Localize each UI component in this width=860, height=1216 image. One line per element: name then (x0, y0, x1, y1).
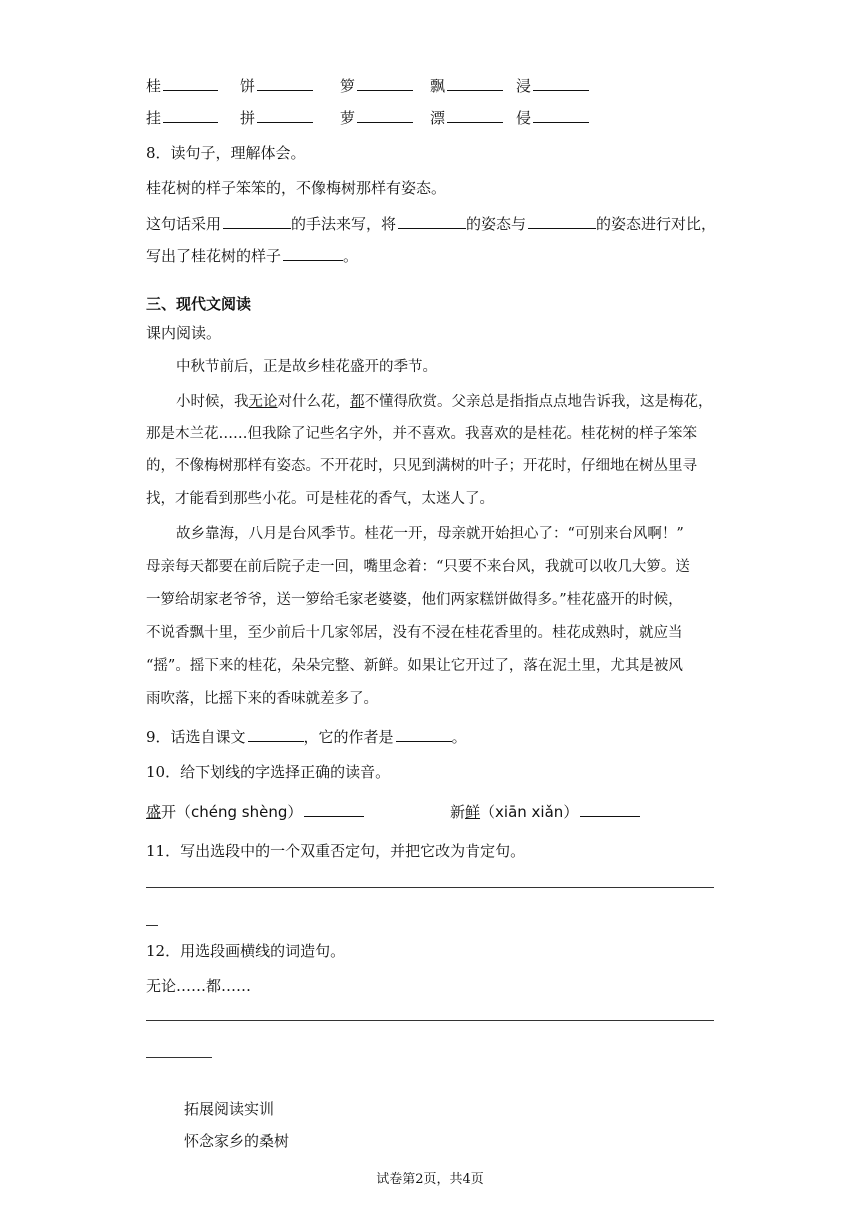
char-item: 萝 (340, 106, 413, 128)
page-footer: 试卷第2页，共4页 (376, 1172, 484, 1187)
char-item: 挂 (146, 106, 218, 128)
underlined-word: 都 (350, 394, 365, 410)
q11-title: 11．写出选段中的一个双重否定句，并把它改为肯定句。 (146, 842, 526, 860)
q10-title: 10．给下划线的字选择正确的读音。 (146, 763, 391, 781)
q12-words: 无论……都…… (146, 977, 252, 995)
passage-line: 找，才能看到那些小花。可是桂花的香气，太迷人了。 (146, 491, 494, 507)
answer-blank[interactable] (398, 212, 466, 229)
section-heading: 三、现代文阅读 (146, 295, 252, 313)
char-item: 漂 (430, 106, 503, 128)
q10-item-2: 新鲜（xiān xiǎn） (450, 800, 640, 822)
char-item: 浸 (516, 74, 589, 96)
passage-line: 雨吹落，比摇下来的香味就差多了。 (146, 691, 378, 707)
char-item: 飘 (430, 74, 503, 96)
answer-line[interactable] (146, 1057, 212, 1058)
answer-blank[interactable] (396, 725, 452, 742)
passage-line: 中秋节前后，正是故乡桂花盛开的季节。 (176, 359, 437, 375)
q8-line1: 这句话采用 的手法来写，将 的姿态与 的姿态进行对比， (146, 212, 716, 234)
answer-line[interactable] (146, 925, 158, 926)
q12-title: 12．用选段画横线的词造句。 (146, 942, 346, 960)
passage-line: “摇”。摇下来的桂花，朵朵完整、新鲜。如果让它开过了，落在泥土里，尤其是被风 (146, 658, 683, 674)
answer-blank[interactable] (283, 244, 343, 261)
answer-line[interactable] (146, 887, 714, 888)
passage-line: 不说香飘十里，至少前后十几家邻居，没有不浸在桂花香里的。桂花成熟时，就应当 (146, 625, 683, 641)
answer-blank[interactable] (223, 212, 291, 229)
underlined-word: 无论 (248, 394, 278, 410)
passage-line: 的，不像梅树那样有姿态。不开花时，只见到满树的叶子；开花时，仔细地在树丛里寻 (146, 458, 697, 474)
passage-line: 小时候，我无论对什么花，都不懂得欣赏。父亲总是指指点点地告诉我，这是梅花， (176, 394, 713, 410)
answer-blank[interactable] (580, 800, 640, 817)
char-item: 桂 (146, 74, 218, 96)
q10-item-1: 盛开（chéng shèng） (146, 800, 364, 822)
answer-blank[interactable] (304, 800, 364, 817)
extension-title: 怀念家乡的桑树 (184, 1132, 290, 1150)
answer-blank[interactable] (248, 725, 304, 742)
q8-sentence: 桂花树的样子笨笨的，不像梅树那样有姿态。 (146, 179, 447, 197)
passage-line: 故乡靠海，八月是台风季节。桂花一开，母亲就开始担心了：“可别来台风啊！” (176, 526, 684, 542)
passage-line: 那是木兰花……但我除了记些名字外，并不喜欢。我喜欢的是桂花。桂花树的样子笨笨 (146, 426, 697, 442)
answer-line[interactable] (146, 1020, 714, 1021)
q9: 9．话选自课文 ，它的作者是 。 (146, 725, 467, 747)
char-item: 箩 (340, 74, 413, 96)
char-item: 侵 (516, 106, 589, 128)
extension-label: 拓展阅读实训 (184, 1100, 275, 1118)
passage-line: 母亲每天都要在前后院子走一回，嘴里念着：“只要不来台风，我就可以收几大箩。送 (146, 559, 690, 575)
passage-line: 一箩给胡家老爷爷，送一箩给毛家老婆婆，他们两家糕饼做得多。”桂花盛开的时候， (146, 592, 683, 608)
answer-blank[interactable] (528, 212, 596, 229)
char-item: 饼 (240, 74, 313, 96)
q8-line2: 写出了桂花树的样子 。 (146, 244, 358, 266)
section-sub: 课内阅读。 (146, 324, 222, 342)
q8-title: 8．读句子，理解体会。 (146, 144, 306, 162)
char-item: 拼 (240, 106, 313, 128)
